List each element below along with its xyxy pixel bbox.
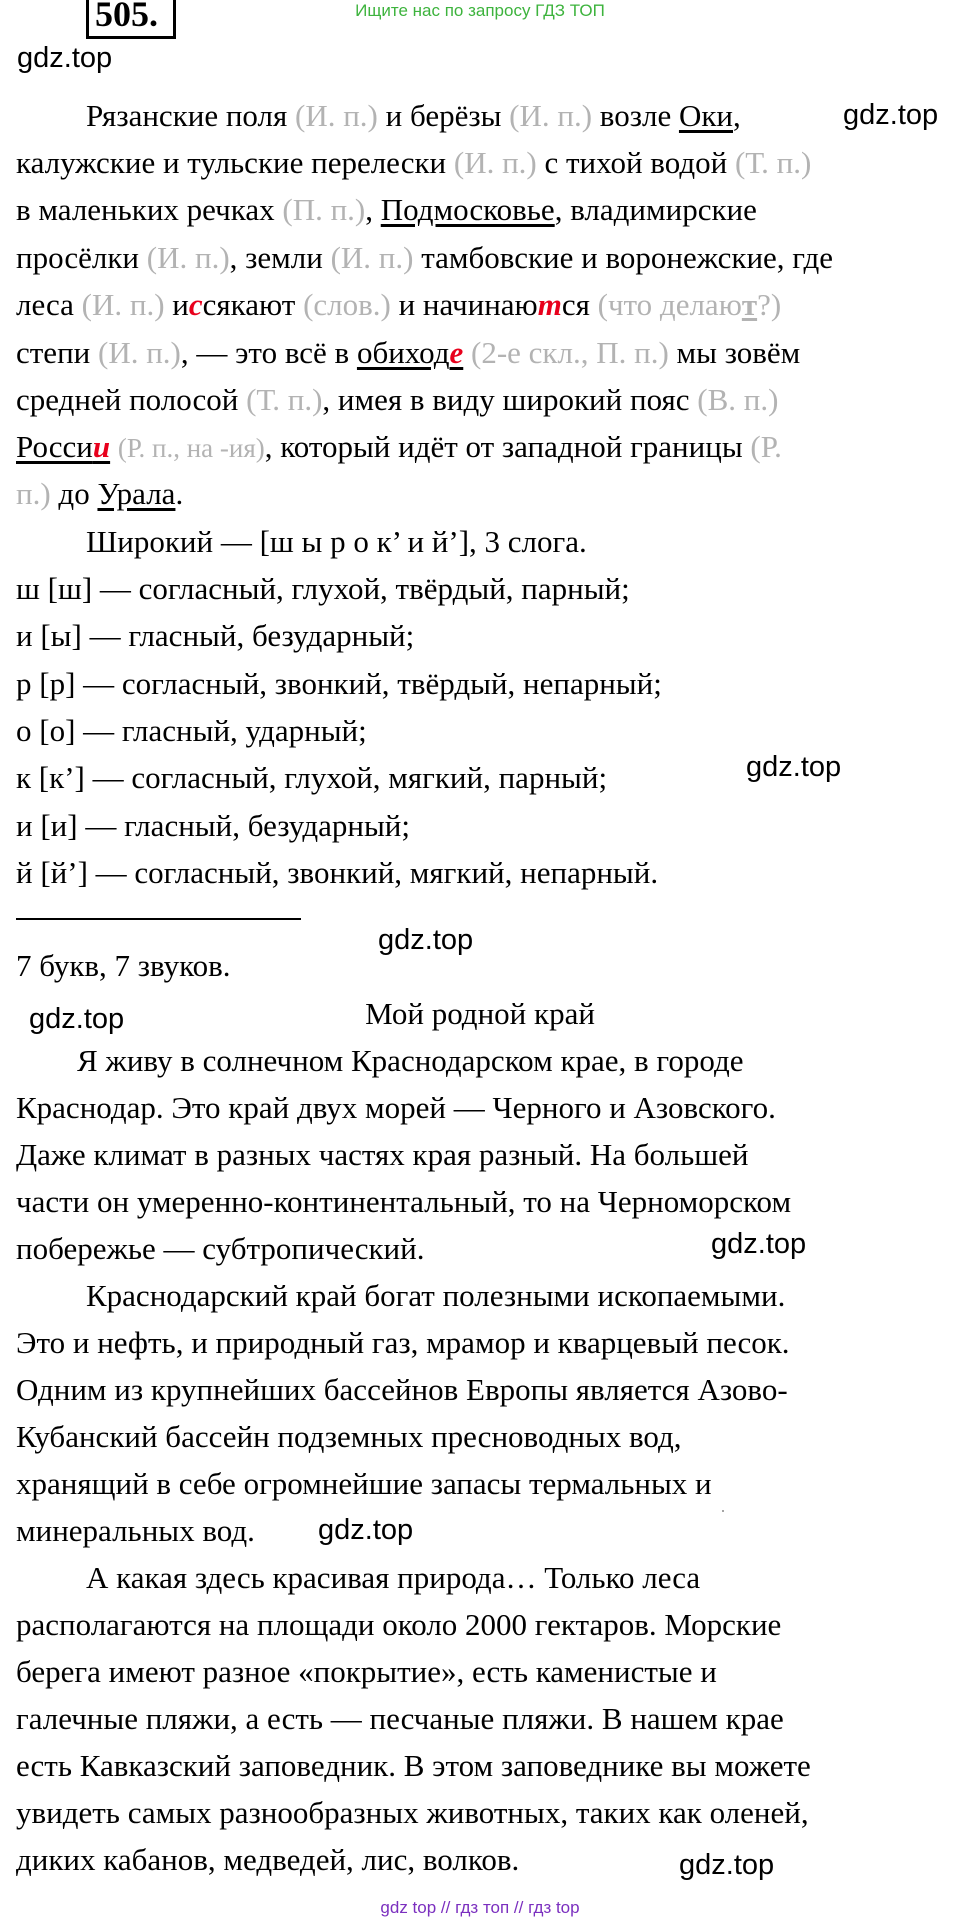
p1-line-8: России (Р. п., на -ия), который идёт от западной границы (Р. [16,429,782,464]
exercise-number-box [86,0,176,39]
essay-line: Я живу в солнечном Краснодарском крае, в городе [77,1043,744,1078]
essay-line: минеральных вод. [16,1513,255,1548]
essay-line: есть Кавказский заповедник. В этом заповеднике вы можете [16,1748,811,1783]
top-banner: Ищите нас по запросу ГДЗ ТОП [355,1,605,20]
essay-line: диких кабанов, медведей, лис, волков. [16,1842,520,1877]
phonetics-line: и [ы] — гласный, безударный; [16,618,415,653]
watermark: gdz.top [17,42,113,74]
essay-line: располагаются на площади около 2000 гектаров. Морские [16,1607,782,1642]
phonetics-line: к [к’] — согласный, глухой, мягкий, парный; [16,760,608,795]
p1-line-6: степи (И. п.), — это всё в обиходе (2-е скл., П. п.) мы зовём [16,335,801,370]
phonetics-line: ш [ш] — согласный, глухой, твёрдый, парный; [16,571,630,606]
watermark: gdz.top [711,1228,807,1260]
watermark: gdz.top [318,1514,414,1546]
essay-line: части он умеренно-континентальный, то на Черноморском [16,1184,792,1219]
phonetics-header: Широкий — [ш ы р о к’ и й’], 3 слога. [86,524,587,559]
phonetics-summary: 7 букв, 7 звуков. [16,948,231,983]
p1-line-3: в маленьких речках (П. п.), Подмосковье, владимирские [16,192,757,227]
essay-line: побережье — субтропический. [16,1231,425,1266]
watermark: gdz.top [378,924,474,956]
watermark: gdz.top [746,751,842,783]
essay-line: Краснодарский край богат полезными ископаемыми. [86,1278,786,1313]
essay-line: Это и нефть, и природный газ, мрамор и кварцевый песок. [16,1325,790,1360]
phonetics-line: и [и] — гласный, безударный; [16,808,411,843]
essay-line: увидеть самых разнообразных животных, таких как оленей, [16,1795,809,1830]
p1-line-5: леса (И. п.) иссякают (слов.) и начинаются (что делают?) [16,287,782,322]
p1-line-2: калужские и тульские перелески (И. п.) с тихой водой (Т. п.) [16,145,812,180]
stray-dot [722,1510,724,1512]
essay-line: Одним из крупнейших бассейнов Европы является Азово- [16,1372,788,1407]
essay-line: Даже климат в разных частях края разный. На большей [16,1137,749,1172]
phonetics-line: й [й’] — согласный, звонкий, мягкий, непарный. [16,855,659,890]
footer-banner: gdz top // гдз топ // гдз top [380,1898,580,1917]
phonetics-line: р [р] — согласный, звонкий, твёрдый, непарный; [16,666,662,701]
phonetics-line: о [о] — гласный, ударный; [16,713,367,748]
essay-line: Кубанский бассейн подземных пресноводных вод, [16,1419,682,1454]
watermark: gdz.top [679,1849,775,1881]
p1-line-4: просёлки (И. п.), земли (И. п.) тамбовские и воронежские, где [16,240,833,275]
watermark: gdz.top [29,1003,125,1035]
essay-line: галечные пляжи, а есть — песчаные пляжи. В нашем крае [16,1701,784,1736]
p1-line-9: п.) до Урала. [16,476,184,511]
essay-title: Мой родной край [365,996,595,1031]
exercise-number: 505. [95,0,158,34]
essay-line: Краснодар. Это край двух морей — Черного и Азовского. [16,1090,776,1125]
p1-line-1: Рязанские поля (И. п.) и берёзы (И. п.) возле Оки, [86,98,741,133]
p1-line-7: средней полосой (Т. п.), имея в виду широкий пояс (В. п.) [16,382,779,417]
essay-line: хранящий в себе огромнейшие запасы термальных и [16,1466,712,1501]
divider-line [16,918,301,920]
essay-line: берега имеют разное «покрытие», есть каменистые и [16,1654,717,1689]
essay-line: А какая здесь красивая природа… Только леса [86,1560,701,1595]
watermark: gdz.top [843,99,939,131]
